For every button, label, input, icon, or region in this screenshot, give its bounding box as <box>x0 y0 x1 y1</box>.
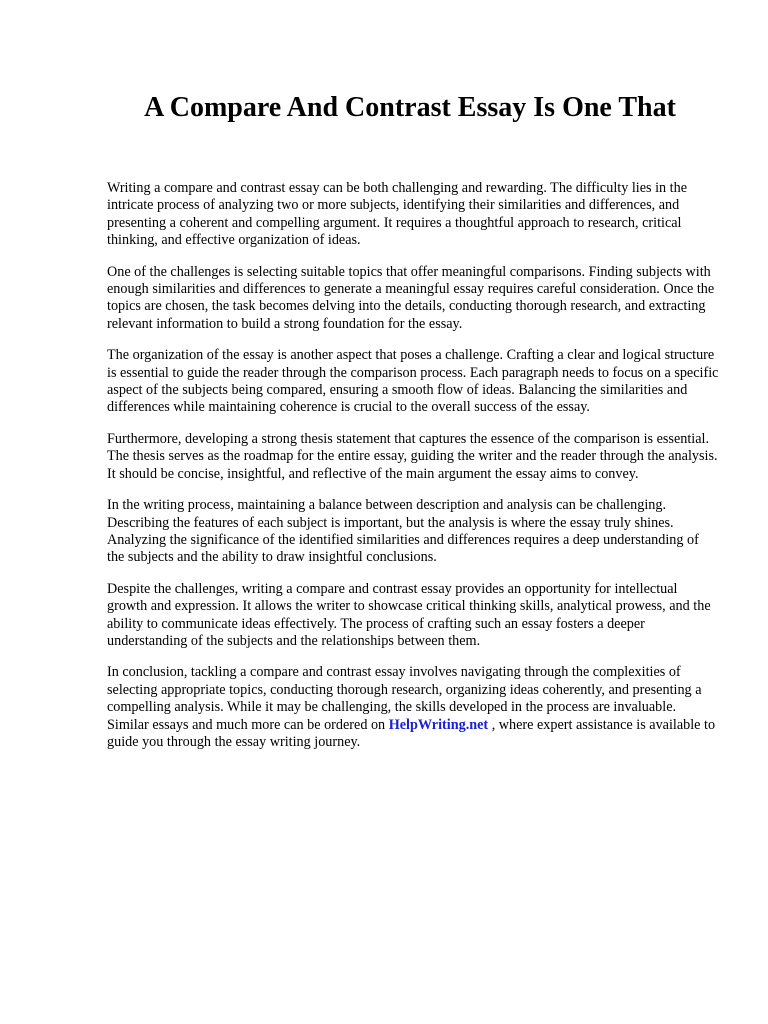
conclusion-text-before-link: In conclusion, tackling a compare and contrast essay involves navigating through the complexities of selecting appropriate topics, conducting thorough research, organizing ideas coherently, and presenting a compelling analysis. While it may be challenging, the skills developed in the process are invaluable. Similar essays and much more can be ordered on <box>107 664 702 733</box>
conclusion-paragraph <box>107 664 719 751</box>
paragraph-4: Furthermore, developing a strong thesis statement that captures the essence of the comparison is essential. The thesis serves as the roadmap for the entire essay, guiding the writer and the reader through the analysis. It should be concise, insightful, and reflective of the main argument the essay aims to convey. <box>107 430 718 482</box>
conclusion-text-after-link: , where expert assistance is available to guide you through the essay writing journey. <box>107 716 716 750</box>
paragraph-2: One of the challenges is selecting suitable topics that offer meaningful comparisons. Finding subjects with enough similarities and differences to generate a meaningful essay requires careful consideration. Once the topics are chosen, the task becomes delving into the details, conducting thorough research, and extracting relevant information to build a strong foundation for the essay. <box>107 263 715 332</box>
paragraph-6: Despite the challenges, writing a compare and contrast essay provides an opportunity for intellectual growth and expression. It allows the writer to showcase critical thinking skills, analytical prowess, and the ability to communicate ideas effectively. The process of crafting such an essay fosters a deeper understanding of the subjects and the relationships between them. <box>107 580 711 649</box>
page-title: A Compare And Contrast Essay Is One That <box>144 92 676 123</box>
paragraph-3: The organization of the essay is another aspect that poses a challenge. Crafting a clear and logical structure is essential to guide the reader through the comparison process. Each paragraph needs to focus on a specific aspect of the subjects being compared, ensuring a smooth flow of ideas. Balancing the similarities and differences while maintaining coherence is crucial to the overall success of the essay. <box>107 347 719 416</box>
essay-body <box>107 180 719 765</box>
paragraph-5: In the writing process, maintaining a balance between description and analysis can be challenging. Describing the features of each subject is important, but the analysis is where the essay truly shines. Analyzing the significance of the identified similarities and differences requires a deep understanding of the subjects and the ability to draw insightful conclusions. <box>107 497 699 566</box>
helpwriting-link[interactable]: HelpWriting.net <box>388 716 489 733</box>
paragraph-1: Writing a compare and contrast essay can be both challenging and rewarding. The difficulty lies in the intricate process of analyzing two or more subjects, identifying their similarities and differences, and presenting a coherent and compelling argument. It requires a thoughtful approach to research, critical thinking, and effective organization of ideas. <box>107 180 688 249</box>
